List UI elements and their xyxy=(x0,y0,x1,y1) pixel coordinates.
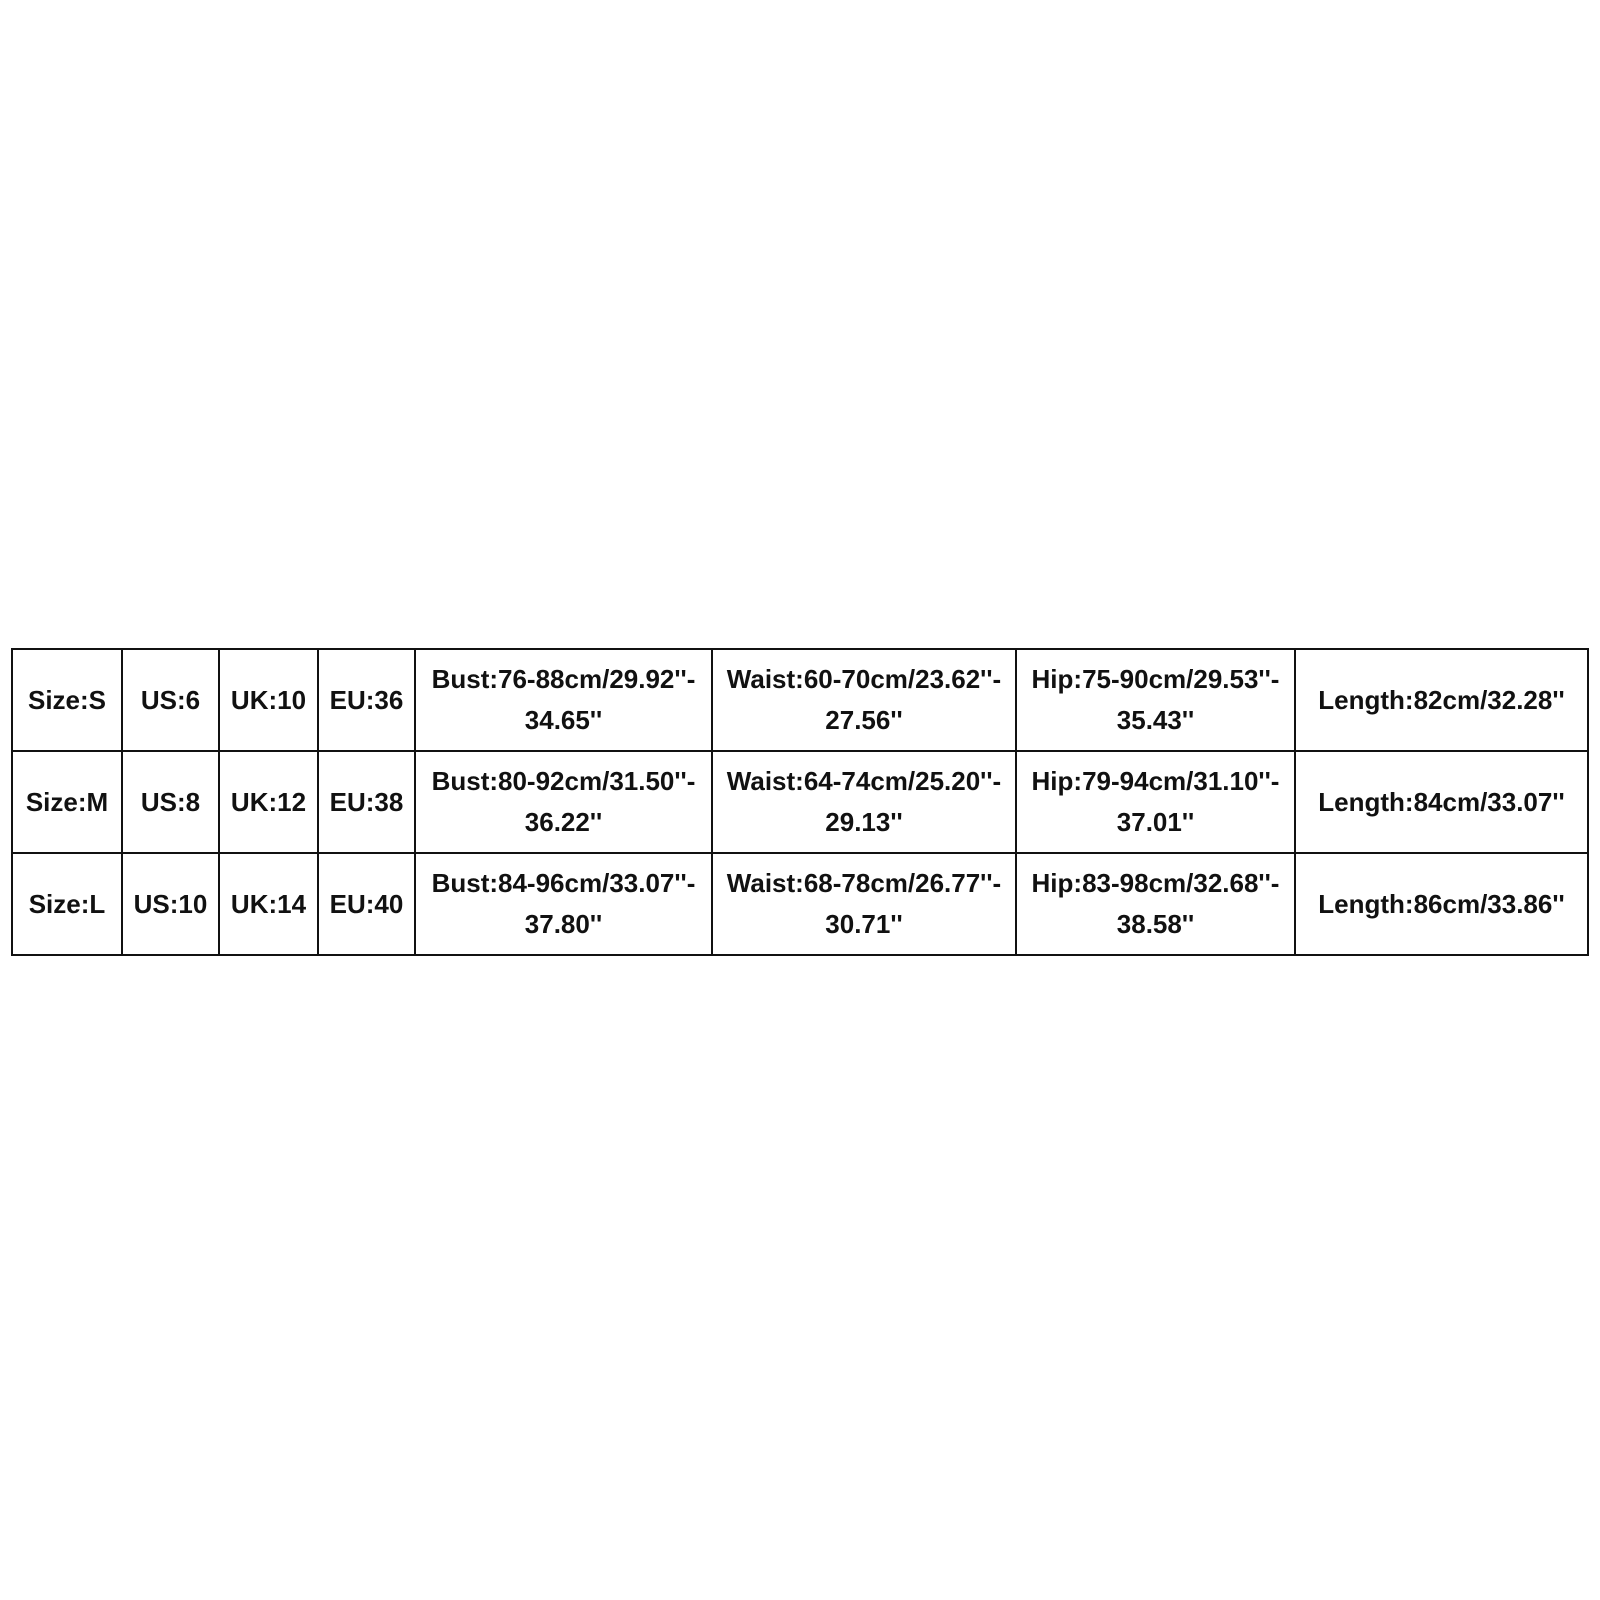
waist-cell xyxy=(712,751,1016,853)
bust-range-end: 34.65'' xyxy=(524,705,603,735)
waist-range: Waist:64-74cm/25.20''- xyxy=(726,766,1002,796)
bust-range: Bust:76-88cm/29.92''- xyxy=(431,664,696,694)
size-row-m xyxy=(12,751,1588,853)
us-size-cell: US:10 xyxy=(122,853,219,955)
waist-range-end: 29.13'' xyxy=(825,807,903,837)
size-row-l xyxy=(12,853,1588,955)
length-cell: Length:84cm/33.07'' xyxy=(1295,751,1588,853)
hip-cell xyxy=(1016,649,1295,751)
bust-range-end: 37.80'' xyxy=(524,909,603,939)
hip-range: Hip:75-90cm/29.53''- xyxy=(1031,664,1280,694)
size-cell: Size:M xyxy=(12,751,122,853)
eu-size-cell: EU:38 xyxy=(318,751,415,853)
bust-cell xyxy=(415,751,712,853)
uk-size-cell: UK:10 xyxy=(219,649,318,751)
bust-cell xyxy=(415,853,712,955)
size-chart-table xyxy=(11,648,1589,956)
size-cell: Size:L xyxy=(12,853,122,955)
hip-range: Hip:83-98cm/32.68''- xyxy=(1031,868,1280,898)
hip-cell xyxy=(1016,853,1295,955)
eu-size-cell: EU:36 xyxy=(318,649,415,751)
hip-range-end: 37.01'' xyxy=(1116,807,1195,837)
bust-range: Bust:84-96cm/33.07''- xyxy=(431,868,696,898)
size-cell: Size:S xyxy=(12,649,122,751)
us-size-cell: US:6 xyxy=(122,649,219,751)
waist-range: Waist:68-78cm/26.77''- xyxy=(726,868,1002,898)
waist-range: Waist:60-70cm/23.62''- xyxy=(726,664,1002,694)
length-cell: Length:82cm/32.28'' xyxy=(1295,649,1588,751)
hip-range: Hip:79-94cm/31.10''- xyxy=(1031,766,1280,796)
bust-range-end: 36.22'' xyxy=(524,807,603,837)
waist-range-end: 30.71'' xyxy=(825,909,903,939)
hip-cell xyxy=(1016,751,1295,853)
length-cell: Length:86cm/33.86'' xyxy=(1295,853,1588,955)
bust-cell xyxy=(415,649,712,751)
hip-range-end: 35.43'' xyxy=(1116,705,1195,735)
us-size-cell: US:8 xyxy=(122,751,219,853)
waist-cell xyxy=(712,853,1016,955)
uk-size-cell: UK:14 xyxy=(219,853,318,955)
eu-size-cell: EU:40 xyxy=(318,853,415,955)
hip-range-end: 38.58'' xyxy=(1116,909,1195,939)
bust-range: Bust:80-92cm/31.50''- xyxy=(431,766,696,796)
waist-range-end: 27.56'' xyxy=(825,705,903,735)
size-row-s xyxy=(12,649,1588,751)
waist-cell xyxy=(712,649,1016,751)
uk-size-cell: UK:12 xyxy=(219,751,318,853)
